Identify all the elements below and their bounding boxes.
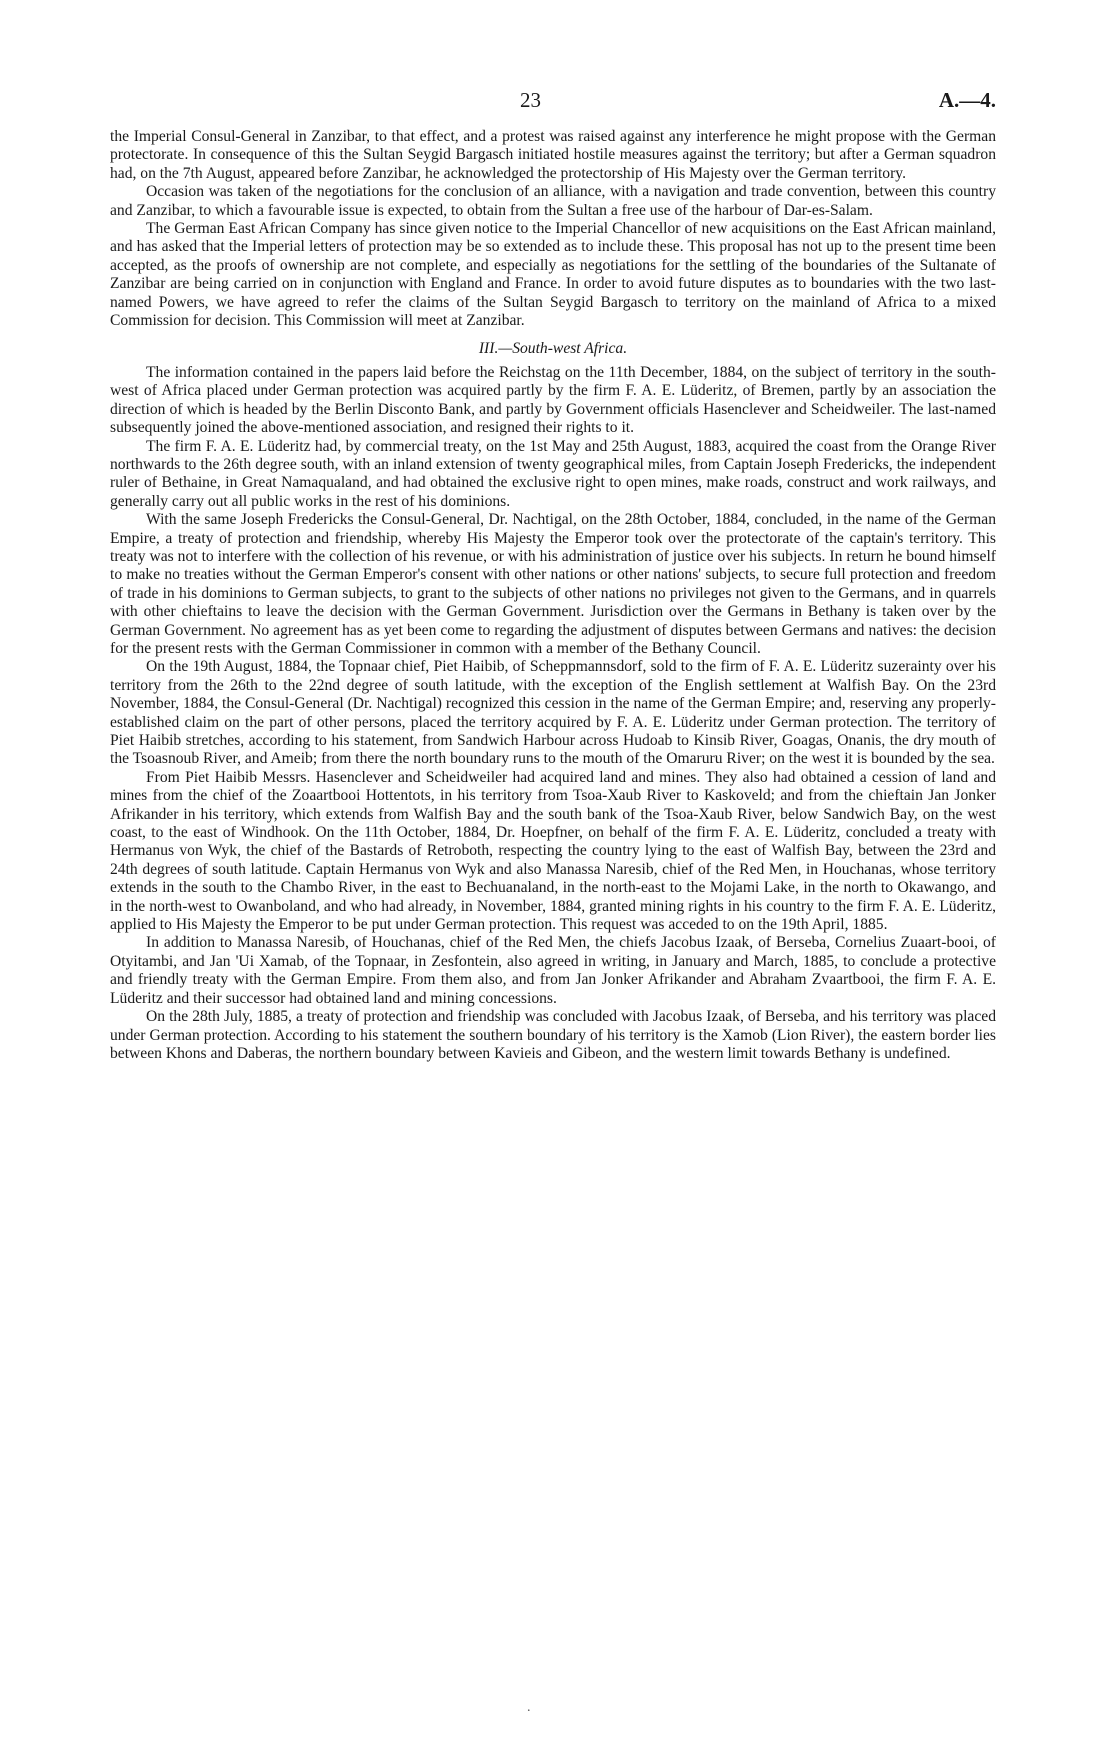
paragraph: From Piet Haibib Messrs. Hasenclever and Scheidweiler had acquired land and mines. They also had obtained a cession of land and mines from the chief of the Zoaartbooi Hottentots, in his territory from Tsoa-Xaub River to Kaskoveld; and from the chieftain Jan Jonker Afrikander in his territory, which extends from Walfish Bay and the south bank of the Tsoa-Xaub River, below Sandwich Bay, on the west coast, to the east of Windhook. On the 11th October, 1884, Dr. Hoepfner, on behalf of the firm F. A. E. Lüderitz, concluded a treaty with Hermanus von Wyk, the chief of the Bastards of Retroboth, respecting the country lying to the east of Walfish Bay, between the 23rd and 24th degrees of south latitude. Captain Hermanus von Wyk and also Manassa Naresib, chief of the Red Men, in Houchanas, whose territory extends in the south to the Chambo River, in the east to Bechuanaland, in the north-east to the Mojami Lake, in the north to Okawango, and in the north-west to Owanboland, and who had already, in November, 1884, granted mining rights in his country to the firm F. A. E. Lüderitz, applied to His Majesty the Emperor to be put under German protection. This request was acceded to on the 19th April, 1885. bbox=[110, 768, 996, 934]
page-number: 23 bbox=[520, 88, 541, 112]
paragraph: Occasion was taken of the negotiations for the conclusion of an alliance, with a navigation and trade convention, between this country and Zanzibar, to which a favourable issue is expected, to obtain from the Sultan a free use of the harbour of Dar-es-Salam. bbox=[110, 183, 996, 219]
paragraph: The firm F. A. E. Lüderitz had, by commercial treaty, on the 1st May and 25th August, 1883, acquired the coast from the Orange River northwards to the 26th degree south, with an inland extension of twenty geographical miles, from Captain Joseph Fredericks, the independent ruler of Bethaine, in Great Namaqualand, and had obtained the exclusive right to open mines, make roads, construct and work railways, and generally carry out all public works in the rest of his dominions. bbox=[110, 437, 996, 510]
document-reference: A.—4. bbox=[938, 88, 996, 112]
document-body bbox=[110, 128, 996, 1063]
paragraph: The information contained in the papers laid before the Reichstag on the 11th December, 1884, on the subject of territory in the south-west of Africa placed under German protection was acquired partly by the firm F. A. E. Lüderitz, of Bremen, partly by an association the direction of which is headed by the Berlin Disconto Bank, and partly by Government officials Hasenclever and Scheidweiler. The last-named subsequently joined the above-mentioned association, and resigned their rights to it. bbox=[110, 363, 996, 437]
paragraph: In addition to Manassa Naresib, of Houchanas, chief of the Red Men, the chiefs Jacobus Izaak, of Berseba, Cornelius Zuaart-booi, of Otyitambi, and Jan 'Ui Xamab, of the Topnaar, in Zesfontein, also agreed in writing, in January and March, 1885, to conclude a protective and friendly treaty with the German Empire. From them also, and from Jan Jonker Afrikander and Abraham Zvaartbooi, the firm F. A. E. Lüderitz and their successor had obtained land and mining concessions. bbox=[110, 934, 996, 1007]
paragraph: On the 28th July, 1885, a treaty of protection and friendship was concluded with Jacobus Izaak, of Berseba, and his territory was placed under German protection. According to his statement the southern boundary of his territory is the Xamob (Lion River), the eastern border lies between Khons and Daberas, the northern boundary between Kavieis and Gibeon, and the western limit towards Bethany is undefined. bbox=[110, 1008, 996, 1062]
paragraph: the Imperial Consul-General in Zanzibar, to that effect, and a protest was raised against any interference he might propose with the German protectorate. In consequence of this the Sultan Seygid Bargasch initiated hostile measures against the territory; but after a German squadron had, on the 7th August, appeared before Zanzibar, he acknowledged the protectorship of His Majesty over the German territory. bbox=[110, 128, 996, 182]
page-header bbox=[110, 88, 996, 128]
section-heading: III.—South-west Africa. bbox=[478, 340, 628, 358]
footer-mark: . bbox=[527, 1700, 531, 1715]
paragraph: With the same Joseph Fredericks the Consul-General, Dr. Nachtigal, on the 28th October, 1884, concluded, in the name of the German Empire, a treaty of protection and friendship, whereby His Majesty the Emperor took over the protectorate of the captain's territory. This treaty was not to interfere with the collection of his revenue, or with his administration of justice over his subjects. In return he bound himself to make no treaties without the German Emperor's consent with other nations or other nations' subjects, to secure full protection and freedom of trade in his dominions to German subjects, to grant to the subjects of other nations no privileges not given to the Germans, and in quarrels with other chieftains to leave the decision with the German Government. Jurisdiction over the Germans in Bethany is taken over by the German Government. No agreement has as yet been come to regarding the adjustment of disputes between Germans and natives: the decision for the present rests with the German Commissioner in common with a member of the Bethany Council. bbox=[110, 511, 996, 657]
paragraph: The German East African Company has since given notice to the Imperial Chancellor of new acquisitions on the East African mainland, and has asked that the Imperial letters of protection may be so extended as to include these. This proposal has not up to the present time been accepted, as the proofs of ownership are not complete, and especially as negotiations for the settling of the boundaries of the Sultanate of Zanzibar are being carried on in conjunction with England and France. In order to avoid future disputes as to boundaries with the two last-named Powers, we have agreed to refer the claims of the Sultan Seygid Bargasch to territory on the mainland of Africa to a mixed Commission for decision. This Commission will meet at Zanzibar. bbox=[110, 220, 996, 330]
paragraph: On the 19th August, 1884, the Topnaar chief, Piet Haibib, of Scheppmannsdorf, sold to the firm of F. A. E. Lüderitz suzerainty over his territory from the 26th to the 22nd degree of south latitude, with the exception of the English settlement at Walfish Bay. On the 23rd November, 1884, the Consul-General (Dr. Nachtigal) recognized this cession in the name of the German Empire; and, reserving any properly-established claim on the part of other persons, placed the territory acquired by F. A. E. Lüderitz under German protection. The territory of Piet Haibib stretches, according to his statement, from Sandwich Harbour across Hudoab to Kinsib River, Goagas, Onanis, the dry mouth of the Tsoasnoub River, and Ameib; from there the north boundary runs to the mouth of the Omaruru River; on the west it is bounded by the sea. bbox=[110, 658, 996, 768]
document-page bbox=[110, 88, 996, 1063]
